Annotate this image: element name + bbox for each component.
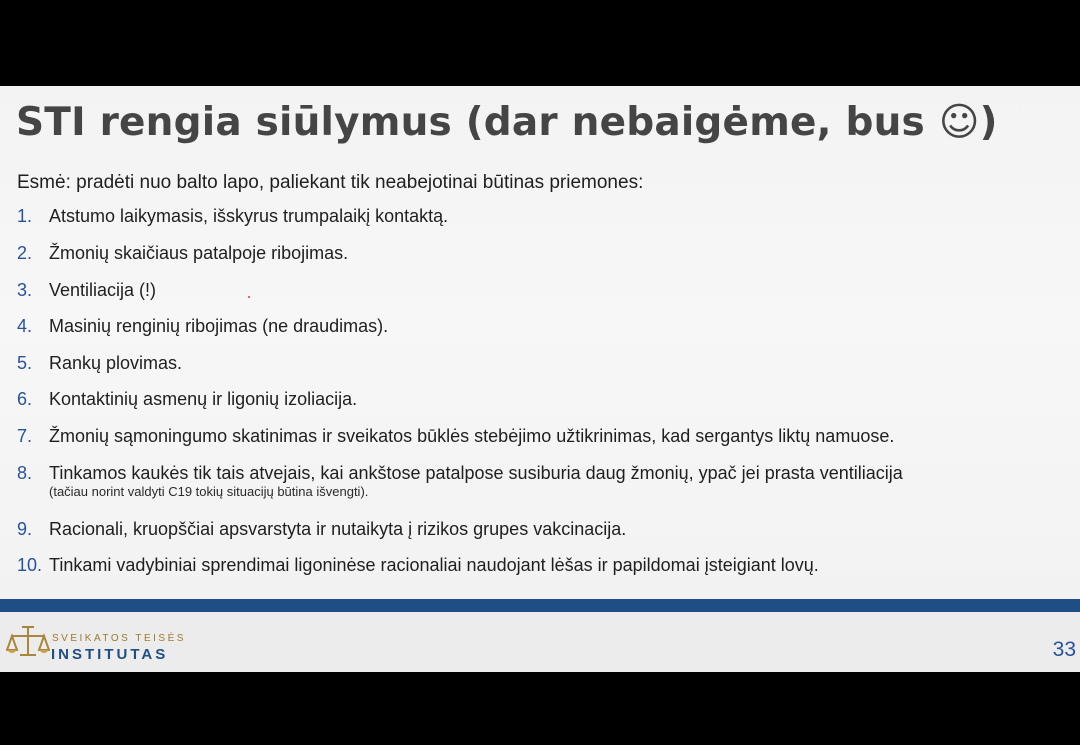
logo-text-bottom: INSTITUTAS: [51, 646, 169, 663]
slide-page-number: 33: [1052, 638, 1076, 661]
list-item-number: 9.: [17, 519, 33, 539]
list-item-text: Tinkamos kaukės tik tais atvejais, kai ankštose patalpose susiburia daug žmonių, ypač jei prasta ventiliacija: [49, 463, 903, 483]
list-item: [17, 352, 1067, 374]
list-item-text: Ventiliacija (!): [49, 280, 157, 300]
list-item-text: Atstumo laikymasis, išskyrus trumpalaikį kontaktą.: [49, 206, 449, 226]
list-item-text: Tinkami vadybiniai sprendimai ligoninėse racionaliai naudojant lėšas ir papildomai įsteigiant lovų.: [49, 555, 819, 575]
list-item: [17, 554, 1067, 576]
list-item-number: 5.: [17, 353, 33, 373]
list-item-text: Racionali, kruopščiai apsvarstyta ir nutaikyta į rizikos grupes vakcinacija.: [49, 519, 627, 539]
list-item-text: Kontaktinių asmenų ir ligonių izoliacija.: [49, 389, 358, 409]
list-item-number: 2.: [17, 243, 33, 263]
list-item: [17, 388, 1067, 410]
list-item-number: 3.: [17, 280, 33, 300]
list-item: [17, 518, 1067, 540]
scales-of-justice-icon: [6, 624, 50, 665]
list-item-note: (tačiau norint valdyti C19 tokių situacijų būtina išvengti).: [49, 484, 369, 499]
laser-pointer-dot: [248, 296, 250, 298]
footer-band: [0, 599, 1080, 612]
list-item-text: Masinių renginių ribojimas (ne draudimas).: [49, 316, 389, 336]
list-item: [17, 462, 1067, 499]
list-item-number: 1.: [17, 206, 33, 226]
slide-title: STI rengia siūlymus (dar nebaigėme, bus ☺): [16, 100, 998, 145]
slide-footer: [0, 612, 1080, 672]
list-item-text: Žmonių sąmoningumo skatinimas ir sveikatos būklės stebėjimo užtikrinimas, kad sergantys liktų namuose.: [49, 426, 895, 446]
list-item-number: 6.: [17, 389, 33, 409]
list-item-number: 10.: [17, 555, 43, 575]
list-item-number: 4.: [17, 316, 33, 336]
list-item: [17, 315, 1067, 337]
list-item-number: 7.: [17, 426, 33, 446]
list-item-text: Rankų plovimas.: [49, 353, 183, 373]
list-item: [17, 425, 1067, 447]
logo-text-top: SVEIKATOS TEISĖS: [52, 633, 186, 644]
list-item-number: 8.: [17, 463, 33, 483]
presentation-slide: [0, 86, 1080, 672]
list-item: [17, 205, 1067, 227]
list-item: [17, 279, 1067, 301]
list-item: [17, 242, 1067, 264]
list-item-text: Žmonių skaičiaus patalpoje ribojimas.: [49, 243, 349, 263]
slide-intro: Esmė: pradėti nuo balto lapo, paliekant tik neabejotinai būtinas priemones:: [17, 172, 644, 193]
